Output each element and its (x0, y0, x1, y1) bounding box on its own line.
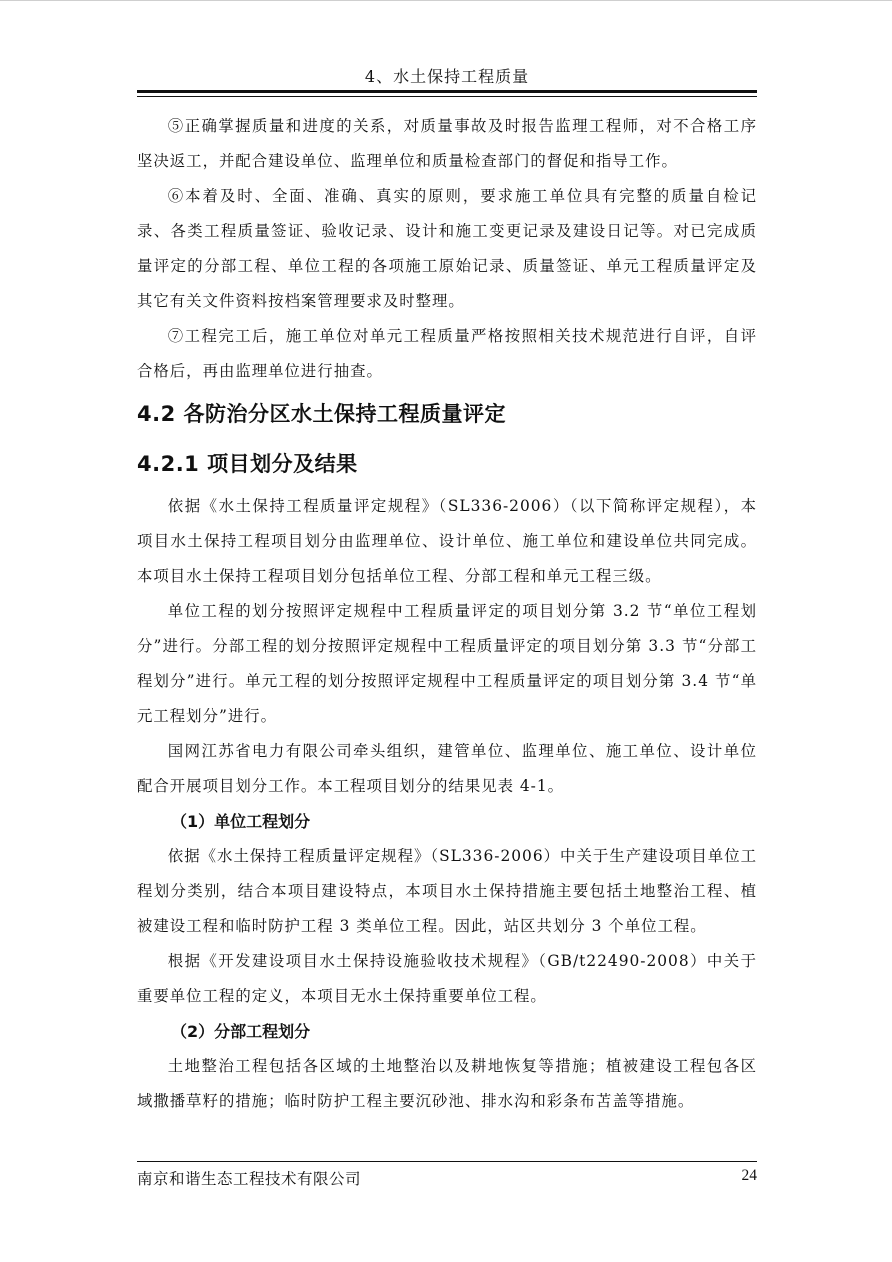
subheading-sub-division: （2）分部工程划分 (171, 1022, 311, 1041)
header-rule-thin (137, 96, 757, 97)
paragraph-important-unit: 根据《开发建设项目水土保持设施验收技术规程》（GB/t22490-2008）中关于重要单位工程的定义，本项目无水土保持重要单位工程。 (137, 952, 757, 1005)
page-body (137, 109, 757, 1119)
header-rule-thick (137, 90, 757, 93)
page-number: 24 (741, 1167, 757, 1184)
section-heading-4-2-1: 4.2.1 项目划分及结果 (137, 452, 358, 476)
paragraph-division-sections: 单位工程的划分按照评定规程中工程质量评定的项目划分第 3.2 节“单位工程划分”进行。分部工程的划分按照评定规程中工程质量评定的项目划分第 3.3 节“分部工程划分”进行。单元工程的划分按照评定规程中工程质量评定的项目划分第 3.4 节“单元工程划分”进行。 (137, 602, 757, 725)
subheading-unit-division: （1）单位工程划分 (171, 812, 311, 831)
paragraph-unit-division: 依据《水土保持工程质量评定规程》（SL336-2006）中关于生产建设项目单位工程划分类别，结合本项目建设特点，本项目水土保持措施主要包括土地整治工程、植被建设工程和临时防护工程 3 类单位工程。因此，站区共划分 3 个单位工程。 (137, 847, 757, 935)
paragraph-division-basis: 依据《水土保持工程质量评定规程》（SL336-2006）（以下简称评定规程），本项目水土保持工程项目划分由监理单位、设计单位、施工单位和建设单位共同完成。本项目水土保持工程项目划分包括单位工程、分部工程和单元工程三级。 (137, 497, 757, 585)
paragraph-item-7: ⑦工程完工后，施工单位对单元工程质量严格按照相关技术规范进行自评，自评合格后，再由监理单位进行抽查。 (137, 327, 757, 380)
running-header: 4、水土保持工程质量 (364, 67, 530, 86)
paragraph-sub-division: 土地整治工程包括各区域的土地整治以及耕地恢复等措施；植被建设工程包各区域撒播草籽的措施；临时防护工程主要沉砂池、排水沟和彩条布苫盖等措施。 (137, 1057, 757, 1110)
footer-rule (137, 1161, 757, 1162)
page-top-border (0, 0, 892, 1)
section-heading-4-2: 4.2 各防治分区水土保持工程质量评定 (137, 402, 507, 426)
paragraph-division-organization: 国网江苏省电力有限公司牵头组织，建管单位、监理单位、施工单位、设计单位配合开展项目划分工作。本工程项目划分的结果见表 4-1。 (137, 742, 757, 795)
paragraph-item-5: ⑤正确掌握质量和进度的关系，对质量事故及时报告监理工程师，对不合格工序坚决返工，并配合建设单位、监理单位和质量检查部门的督促和指导工作。 (137, 117, 757, 170)
footer-company-name: 南京和谐生态工程技术有限公司 (137, 1170, 362, 1188)
paragraph-item-6: ⑥本着及时、全面、准确、真实的原则，要求施工单位具有完整的质量自检记录、各类工程质量签证、验收记录、设计和施工变更记录及建设日记等。对已完成质量评定的分部工程、单位工程的各项施工原始记录、质量签证、单元工程质量评定及其它有关文件资料按档案管理要求及时整理。 (137, 187, 757, 310)
